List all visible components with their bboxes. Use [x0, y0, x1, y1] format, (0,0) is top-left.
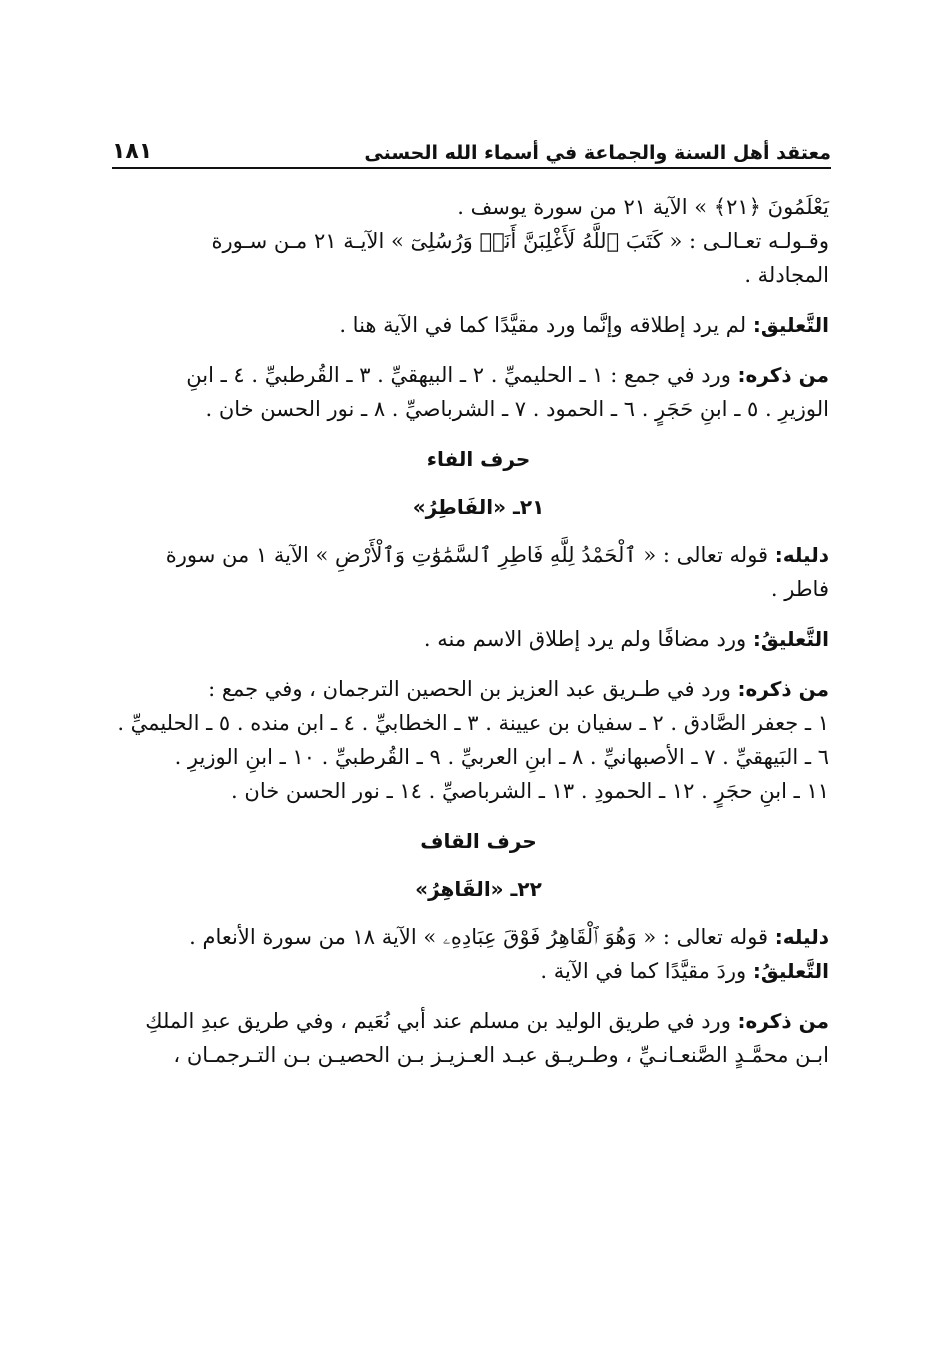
mentioned-by-label: من ذكره: — [737, 363, 829, 387]
text-line: ١ ـ جعفر الصَّادق . ٢ ـ سفيان بن عيينة . ٣ ـ الخطابيِّ . ٤ ـ ابن منده . ٥ ـ الحليميِّ . — [117, 711, 829, 735]
paragraph — [128, 358, 829, 426]
paragraph — [128, 954, 829, 988]
evidence-text: قوله تعالى : « ٱلْحَمْدُ لِلَّهِ فَاطِرِ ٱلسَّمَٰوَٰتِ وَٱلْأَرْضِ » الآية ١ من سورة — [165, 543, 775, 567]
text-line — [128, 308, 829, 342]
text-line: ابـن محمَّـدٍ الصَّنعـانـيِّ ، وطـريـق عبـد العـزيـز بـن الحصيـن بـن التـرجمـان ، — [173, 1043, 829, 1067]
evidence-label: دليله: — [774, 925, 829, 949]
mentioned-by-text: ورد في طريق الوليد بن مسلم عند أبي نُعَيم ، وفي طريق عبدِ الملكِ — [145, 1009, 738, 1033]
mentioned-by-label: من ذكره: — [737, 1009, 829, 1033]
comment-label: التَّعليقُ: — [752, 959, 829, 983]
comment-text: لم يرد إطلاقه وإنَّما ورد مقيَّدًا كما في الآية هنا . — [339, 313, 753, 337]
text-line — [128, 672, 829, 706]
comment-text: ورد مضافًا ولم يرد إطلاق الاسم منه . — [423, 627, 753, 651]
running-header — [112, 124, 831, 164]
paragraph — [128, 224, 829, 292]
paragraph — [128, 622, 829, 656]
text-line — [128, 954, 829, 988]
mentioned-by-label: من ذكره: — [737, 677, 829, 701]
running-title: معتقد أهل السنة والجماعة في أسماء الله الحسنى — [364, 142, 831, 164]
paragraph — [128, 1004, 829, 1072]
comment-label: التَّعليقُ: — [752, 627, 829, 651]
mentioned-by-text: ورد في طـريق عبد العزيز بن الحصين الترجمان ، وفي جمع : — [208, 677, 738, 701]
paragraph — [128, 308, 829, 342]
evidence-text: قوله تعالى : « وَهُوَ ٱلْقَاهِرُ فَوْقَ عِبَادِهِۦ » الآية ١٨ من سورة الأنعام . — [189, 925, 775, 949]
text-line — [128, 622, 829, 656]
page-body — [117, 190, 829, 1088]
text-line: فاطر . — [770, 577, 829, 601]
text-line: يَعْلَمُونَ ﴿٢١﴾ » الآية ٢١ من سورة يوسف . — [457, 195, 829, 219]
comment-text: وردَ مقيَّدًا كما في الآية . — [540, 959, 753, 983]
section-heading: حرف القاف — [420, 829, 537, 853]
section-heading: حرف الفاء — [426, 447, 531, 471]
text-line: وقـولـه تعـالـى : « كَتَبَ ٱللَّهُ لَأَغْلِبَنَّ أَنَا۠ وَرُسُلِىٓ » الآيـة ٢١ مـن سـورة — [211, 229, 829, 253]
text-line: ٦ ـ البَيهقيِّ . ٧ ـ الأصبهانيِّ . ٨ ـ ابنِ العربيِّ . ٩ ـ القُرطبيِّ . ١٠ ـ ابنِ الوزيرِ . — [174, 745, 829, 769]
paragraph — [128, 538, 829, 606]
text-line — [128, 358, 829, 392]
header-rule — [112, 167, 831, 169]
mentioned-by-text: ورد في جمع : ١ ـ الحليميِّ . ٢ ـ البيهقيِّ . ٣ ـ القُرطبيِّ . ٤ ـ ابنِ — [186, 363, 738, 387]
page-number: ١٨١ — [112, 139, 153, 164]
text-line: الوزيرِ . ٥ ـ ابنِ حَجَرٍ . ٦ ـ الحمود . ٧ ـ الشرباصيِّ . ٨ ـ نور الحسن خان . — [205, 397, 829, 421]
evidence-label: دليله: — [774, 543, 829, 567]
text-line — [128, 1004, 829, 1038]
name-heading: ٢٢ـ «القَاهِرُ» — [415, 877, 542, 901]
paragraph — [117, 672, 829, 808]
text-line: ١١ ـ ابنِ حجَرٍ . ١٢ ـ الحمودِ . ١٣ ـ الشرباصيِّ . ١٤ ـ نور الحسن خان . — [231, 779, 829, 803]
text-line — [128, 538, 829, 572]
name-heading: ٢١ـ «الفَاطِرُ» — [412, 495, 545, 519]
text-line: المجادلة . — [744, 263, 829, 287]
text-line — [128, 920, 829, 954]
comment-label: التَّعليق: — [752, 313, 829, 337]
